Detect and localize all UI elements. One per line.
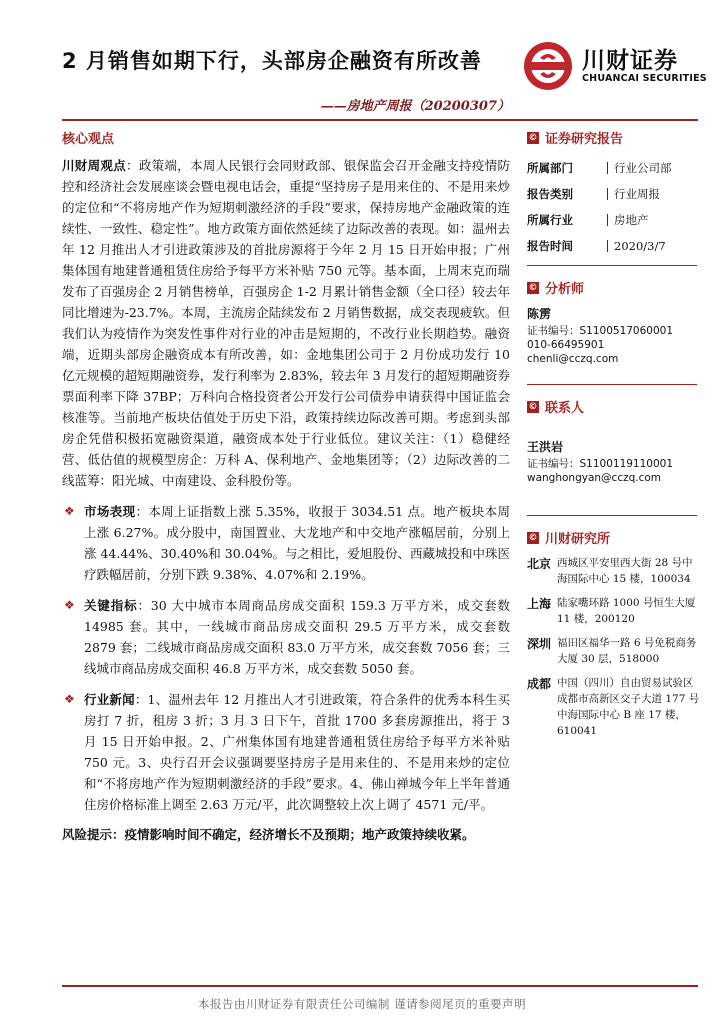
diamond-bullet-icon: ❖	[64, 504, 75, 518]
address-city: 成都	[527, 677, 552, 691]
info-key: 报告类别	[527, 187, 573, 201]
sidebar-divider	[527, 515, 697, 516]
institute-section-title: 川财研究所	[545, 532, 611, 547]
address-item	[527, 595, 702, 627]
core-view-text: ：政策端，本周人民银行会同财政部、银保监会召开金融支持疫情防控和经济社会发展座谈会暨电视电话会，重提“坚持房子是用来住的、不是用来炒的定位和“不将房地产作为短期刺激经济的手段”要求，保持房地产金融政策的连续性、一致性、稳定性”。地方政策方面依然延续了边际改善的表现。如：温州去年 12 月推出人才引进政策涉及的首批房源将于今年 2 月 15 日开始申报；广州集体国有地建普通租赁住房给予每平方米补贴 750 元等。基本面，上周末克而瑞发布了百强房企 2 月销售榜单，百强房企 1-2 月累计销售金额（全口径）较去年同比增速为-23.7%。本周，主流房企陆续发布 2 月销售数据，成交表现疲软。但我们认为疫情作为突发性事件对行业的冲击是短期的，不改行业长期趋势。融资端，近期头部房企融资成本有所改善，如：金地集团公司于 2 月份成功发行 10 亿元规模的超短期融资券，发行利率为 2.83%，较去年 3 月发行的超短期融资券票面利率下降 37BP；万科向合格投资者公开发行公司债券申请获得中国证监会核准等。当前地产板块估值处于历史下沿，政策持续边际改善可期。考虑到头部房企凭借积极拓宽融资渠道，融资成本处于行业低位。建议关注：（1）稳健经营、低估值的规模型房企：万科 A、保利地产、金地集团等；（2）边际改善的二线蓝筹：阳光城、中南建设、金科股份等。	[62, 158, 510, 488]
header-divider	[62, 119, 698, 121]
bullet-text: ：1、温州去年 12 月推出人才引进政策，符合条件的优秀本科生买房打 7 折，租房 3 折；3 月 3 日下午，首批 1700 多套房源推出，将于 3 月 15 日开始申报。2、广州集体国有地建普通租赁住房给予每平方米补贴 750 元。3、央行召开会议强调要坚持房子是用来住的、不是用来炒的定位和“不将房地产作为短期刺激经济的手段”要求。4、佛山禅城今年上半年普通住房价格标准上调至 2.63 万元/平，此次调整较上次上调了 4571 元/平。	[84, 692, 510, 812]
core-view-paragraph	[62, 155, 510, 491]
info-key: 所属行业	[527, 213, 573, 227]
address-city: 北京	[527, 557, 552, 571]
info-value: 房地产	[607, 214, 649, 226]
bullet-label: 市场表现	[84, 504, 136, 519]
address-item	[527, 635, 702, 667]
bullet-text: ：30 大中城市本周商品房成交面积 159.3 万平方米，成交套数 14985 套。其中，一线城市商品房成交面积 29.5 万平方米，成交套数 2879 套；二线城市商品房成交面积 83.0 万平方米，成交套数 7056 套；三线城市商品房成交面积 46.8 万平方米，成交套数 5050 套。	[84, 598, 510, 676]
info-row	[527, 155, 702, 181]
footer-divider	[62, 985, 698, 987]
copyright-square-icon: ©	[528, 132, 538, 143]
bullet-label: 关键指标	[84, 598, 138, 613]
core-view-label: 川财周观点	[62, 158, 127, 173]
diamond-bullet-icon: ❖	[64, 598, 75, 612]
section-title: 核心观点	[62, 132, 115, 147]
contact-name: 王洪岩	[527, 440, 564, 454]
info-key: 报告时间	[527, 239, 573, 253]
address-text: 陆家嘴环路 1000 号恒生大厦 11 楼，200120	[557, 597, 696, 625]
bullet-label: 行业新闻	[84, 692, 135, 707]
address-text: 中国（四川）自由贸易试验区成都市高新区交子大道 177 号中海国际中心 B 座 17 楼，610041	[557, 677, 700, 737]
address-item	[527, 675, 702, 739]
address-city: 深圳	[527, 637, 552, 651]
copyright-square-icon: ©	[528, 401, 538, 412]
info-value: 行业公司部	[607, 162, 672, 174]
risk-label: 风险提示：	[62, 827, 125, 842]
address-city: 上海	[527, 597, 552, 611]
page-subtitle: ——房地产周报（20200307）	[320, 99, 510, 114]
info-key: 所属部门	[527, 161, 573, 175]
bullet-indicators	[62, 595, 510, 679]
risk-warning	[62, 824, 510, 845]
info-row	[527, 233, 702, 259]
logo-text-en: CHUANCAI SECURITIES	[582, 73, 707, 84]
info-row	[527, 207, 702, 233]
analyst-name: 陈雳	[527, 307, 552, 321]
sidebar	[527, 128, 702, 747]
address-item	[527, 555, 702, 587]
bullet-text: ：本周上证指数上涨 5.35%，收报于 3034.51 点。地产板块本周上涨 6.27%。成分股中，南国置业、大龙地产和中交地产涨幅居前，分别上涨 44.44%、30.40%和 30.04%。与之相比，爱旭股份、西藏城投和中珠医疗跌幅居前，分别下跌 9.38%、4.07%和 2.19%。	[84, 504, 510, 582]
sidebar-divider	[527, 384, 697, 385]
contact-section-title: 联系人	[545, 401, 585, 416]
sidebar-divider	[527, 265, 697, 266]
address-text: 福田区福华一路 6 号免税商务大厦 30 层，518000	[557, 637, 697, 665]
risk-text: 疫情影响时间不确定，经济增长不及预期；地产政策持续收紧。	[124, 827, 475, 842]
company-logo	[522, 40, 707, 92]
report-section-title: 证券研究报告	[545, 132, 624, 147]
analyst-section-title: 分析师	[545, 282, 585, 297]
info-row	[527, 181, 702, 207]
info-value: 行业周报	[607, 188, 660, 200]
logo-text-cn: 川财证券	[582, 48, 678, 74]
copyright-square-icon: ©	[528, 282, 538, 293]
contact-cert: 证书编号：S1100119110001	[527, 458, 674, 470]
main-content	[62, 128, 510, 845]
analyst-phone: 010-66495901	[527, 339, 605, 351]
bullet-news	[62, 689, 510, 815]
contact-section-head	[527, 397, 702, 416]
contact-email[interactable]: wanghongyan@cczq.com	[527, 472, 662, 484]
address-text: 西城区平安里西大街 28 号中海国际中心 15 楼，100034	[557, 557, 693, 585]
bullet-market	[62, 501, 510, 585]
analyst-section-head	[527, 278, 702, 297]
page-footer: 本报告由川财证券有限责任公司编制 谨请参阅尾页的重要声明	[197, 997, 527, 1011]
analyst-cert: 证书编号：S1100517060001	[527, 325, 674, 337]
logo-mark-icon	[522, 40, 574, 92]
institute-section-head	[527, 528, 702, 547]
report-section-head	[527, 128, 702, 147]
page-title: 2 月销售如期下行，头部房企融资有所改善	[62, 49, 482, 73]
diamond-bullet-icon: ❖	[64, 692, 75, 706]
analyst-email[interactable]: chenli@cczq.com	[527, 353, 619, 365]
copyright-square-icon: ©	[528, 532, 538, 543]
info-value: 2020/3/7	[607, 240, 666, 252]
